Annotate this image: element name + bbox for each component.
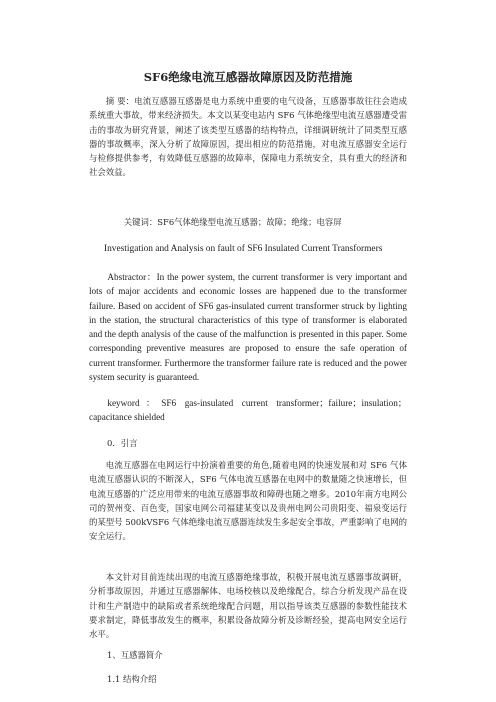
abstract-cn: 摘 要：电流互感器互感器是电力系统中重要的电气设备，互感器事故往往会造成系统重大事故，带来经济损失。本文以某变电站内 SF6 气体绝缘型电流互感器遭受雷击的事故为研究背景，阐述了该类型互感器的结构特点，详细调研统计了同类型互感器的事故概率，深入分析了故障原因，提出相应的防范措施，对电流互感器安全运行与检修提供参考，有效降低互感器的故障率，保障电力系统安全，具有重大的经济和社会效益。 xyxy=(89,96,407,178)
english-title: Investigation and Analysis on fault of SF6 Insulated Current Transformers xyxy=(104,244,383,254)
keywords-en: keyword：SF6 gas-insulated current transformer；failure；insulation；capacitance shielded xyxy=(89,398,407,423)
document-title: SF6绝缘电流互感器故障原因及防范措施 xyxy=(143,70,353,84)
intro-paragraph-1: 电流互感器在电网运行中扮演着重要的角色,随着电网的快速发展和对 SF6 气体电流互感器认识的不断深入，SF6 气体电流互感器在电网中的数量随之快速增长，但电流互感器的广泛应用带来的电流互感器事故和障碍也随之增多。2010年南方电网公司的贺州变、百色变，国家电网公司福建某变以及贵州电网公司贵阳变、福泉变运行的某型号 500kVSF6 气体绝缘电流互感器连续发生多起安全事故，严重影响了电网的安全运行。 xyxy=(89,460,407,542)
section-heading-1: 1、互感器简介 xyxy=(107,650,163,660)
abstract-en: Abstractor：In the power system, the current transformer is very important and lots of major accidents and economic losses are happened due to the transformer failure. Based on accident of SF6 gas-insulated current transformer struck by lighting in the station, the structural characteristics of this type of transformer is elaborated and the depth analysis of the cause of the malfunction is presented in this paper. Some corresponding preventive measures are proposed to ensure the safe operation of current transformer. Furthermore the transformer failure rate is reduced and the power system security is guaranteed. xyxy=(89,272,407,383)
intro-paragraph-2: 本文针对目前连续出现的电流互感器绝缘事故，积极开展电流互感器事故调研，分析事故原因，并通过互感器解体、电场校核以及绝缘配合，综合分析发现产品在设计和生产制造中的缺陷或者系统绝缘配合问题，用以指导该类互感器的参数性能技术要求制定，降低事故发生的概率，积累设备故障分析及诊断经验，提高电网安全运行水平。 xyxy=(89,572,407,640)
section-heading-intro: 0．引言 xyxy=(107,438,138,448)
keywords-cn: 关键词：SF6气体绝缘型电流互感器；故障；绝缘；电容屏 xyxy=(123,217,342,227)
section-heading-1-1: 1.1 结构介绍 xyxy=(107,674,157,684)
